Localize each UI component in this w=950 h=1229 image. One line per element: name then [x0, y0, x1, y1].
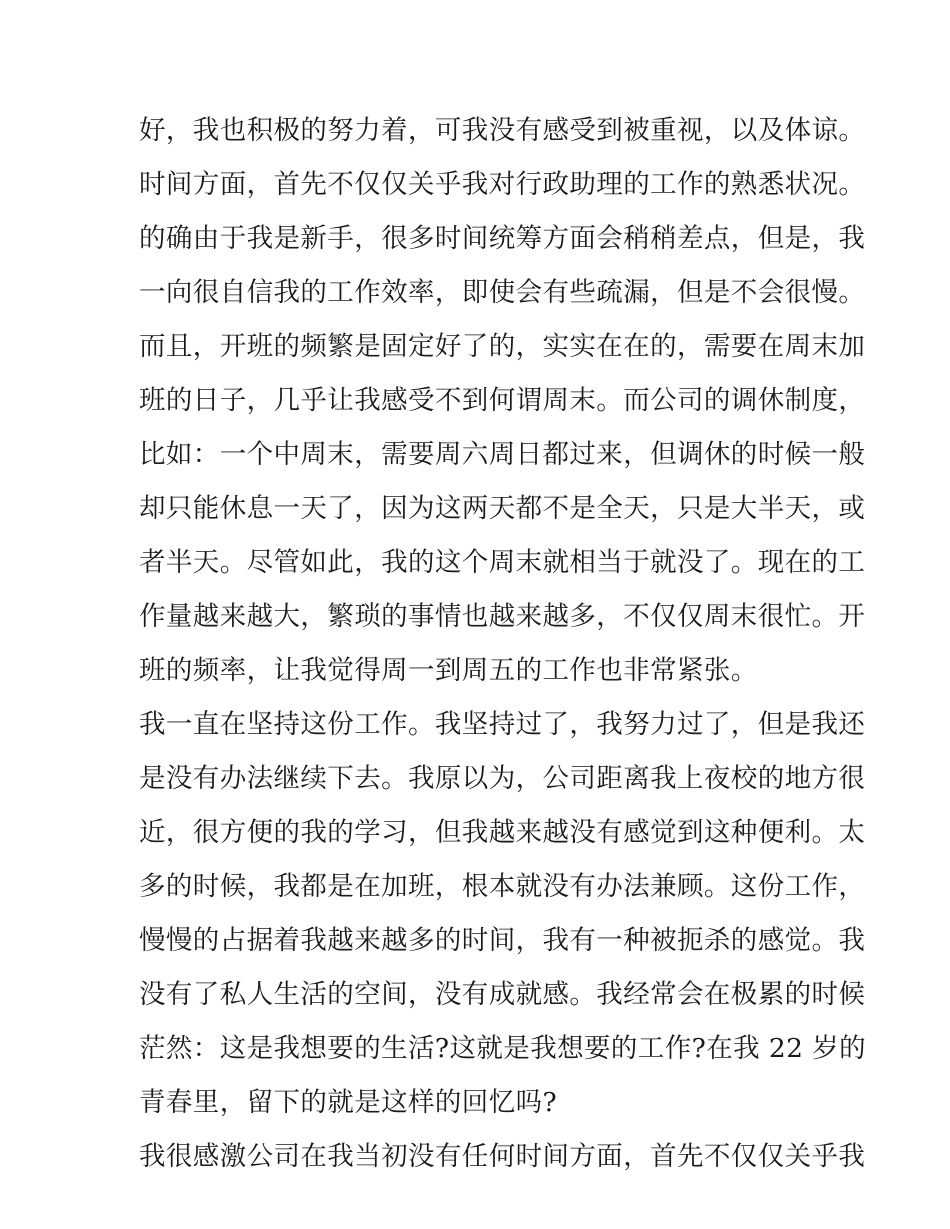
text-line: 多的时候，我都是在加班，根本就没有办法兼顾。这份工作， — [139, 871, 866, 902]
text-line: 班的日子，几乎让我感受不到何谓周末。而公司的调休制度， — [139, 385, 866, 416]
text-line: 是没有办法继续下去。我原以为，公司距离我上夜校的地方很 — [139, 763, 866, 794]
text-line: 比如：一个中周末，需要周六周日都过来，但调休的时候一般 — [139, 439, 866, 470]
text-line: 慢慢的占据着我越来越多的时间，我有一种被扼杀的感觉。我 — [139, 925, 866, 956]
text-line: 的确由于我是新手，很多时间统筹方面会稍稍差点，但是，我 — [139, 223, 866, 254]
text-line: 却只能休息一天了，因为这两天都不是全天，只是大半天，或 — [139, 493, 866, 524]
text-line: 茫然：这是我想要的生活?这就是我想要的工作?在我 22 岁的 — [139, 1033, 866, 1064]
text-line: 而且，开班的频繁是固定好了的，实实在在的，需要在周末加 — [139, 331, 866, 362]
text-line: 我很感激公司在我当初没有任何时间方面，首先不仅仅关乎我 — [139, 1141, 866, 1172]
text-line: 时间方面，首先不仅仅关乎我对行政助理的工作的熟悉状况。 — [139, 169, 866, 200]
text-line: 一向很自信我的工作效率，即使会有些疏漏，但是不会很慢。 — [139, 277, 866, 308]
text-line: 者半天。尽管如此，我的这个周末就相当于就没了。现在的工 — [139, 547, 866, 578]
text-line: 近，很方便的我的学习，但我越来越没有感觉到这种便利。太 — [139, 817, 866, 848]
text-line: 我一直在坚持这份工作。我坚持过了，我努力过了，但是我还 — [139, 709, 866, 740]
text-line: 没有了私人生活的空间，没有成就感。我经常会在极累的时候 — [139, 979, 866, 1010]
text-line: 青春里，留下的就是这样的回忆吗? — [139, 1087, 558, 1118]
text-line: 好，我也积极的努力着，可我没有感受到被重视，以及体谅。 — [139, 115, 866, 146]
text-line: 班的频率，让我觉得周一到周五的工作也非常紧张。 — [139, 655, 758, 686]
text-line: 作量越来越大，繁琐的事情也越来越多，不仅仅周末很忙。开 — [139, 601, 866, 632]
body-text — [139, 104, 866, 1184]
